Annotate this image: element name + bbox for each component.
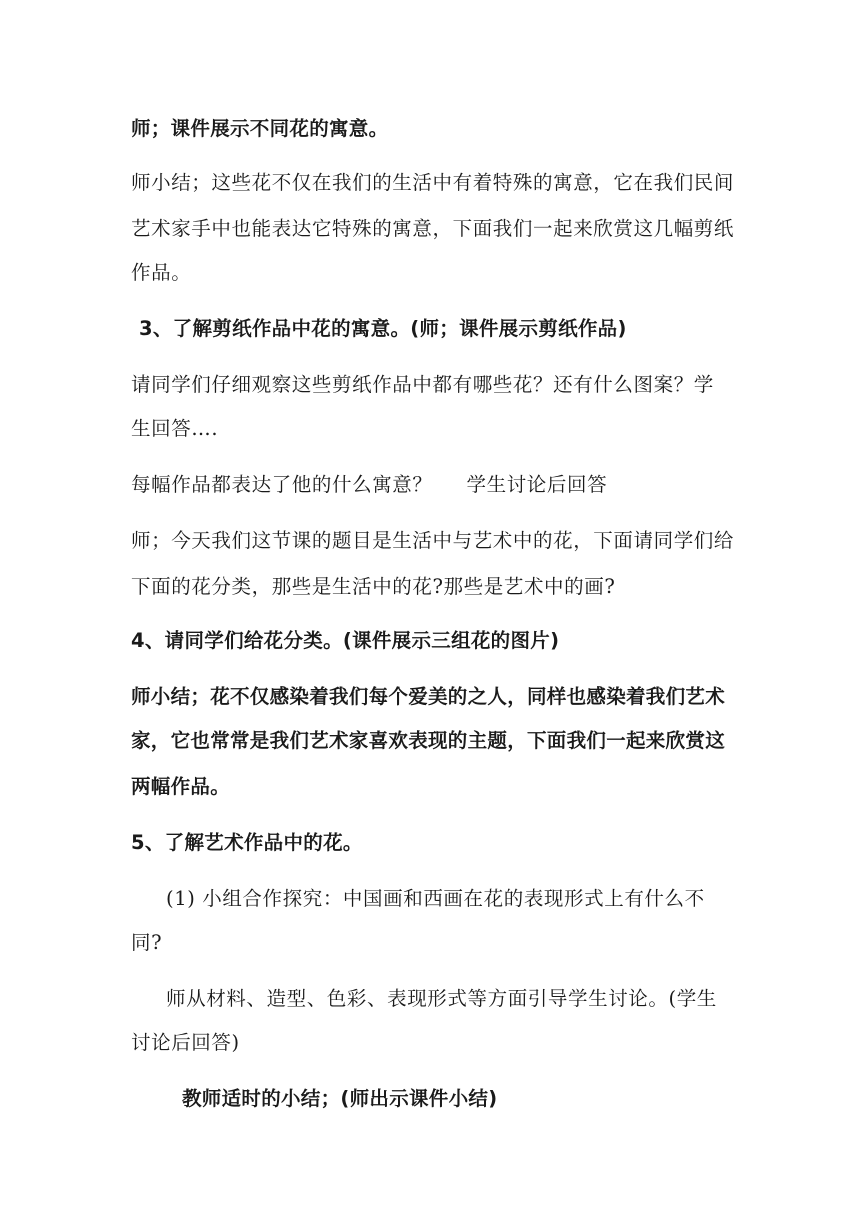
paragraph-guide-discussion-line-1: 师从材料、造型、色彩、表现形式等方面引导学生讨论。(学生 bbox=[166, 987, 717, 1010]
paragraph-teacher-courseware: 师；课件展示不同花的寓意。 bbox=[131, 117, 389, 140]
paragraph-summary-line-2: 艺术家手中也能表达它特殊的寓意，下面我们一起来欣赏这几幅剪纸 bbox=[131, 217, 735, 240]
paragraph-teacher-summary: 教师适时的小结；(师出示课件小结) bbox=[182, 1087, 498, 1110]
paragraph-observe-line-1: 请同学们仔细观察这些剪纸作品中都有哪些花？还有什么图案？学 bbox=[131, 373, 714, 396]
paragraph-meaning-question: 每幅作品都表达了他的什么寓意？ 学生讨论后回答 bbox=[131, 473, 608, 496]
heading-section-5: 5、了解艺术作品中的花。 bbox=[131, 831, 363, 854]
heading-section-4: 4、请同学们给花分类。(课件展示三组花的图片) bbox=[131, 629, 560, 652]
paragraph-bold-summary-line-1: 师小结；花不仅感染着我们每个爱美的之人，同样也感染着我们艺术 bbox=[131, 685, 726, 708]
paragraph-classify-intro-line-2: 下面的花分类，那些是生活中的花?那些是艺术中的画? bbox=[131, 575, 616, 598]
paragraph-group-inquiry-line-2: 同? bbox=[131, 931, 163, 954]
paragraph-guide-discussion-line-2: 讨论后回答) bbox=[131, 1031, 240, 1054]
paragraph-bold-summary-line-3: 两幅作品。 bbox=[131, 775, 231, 798]
paragraph-summary-line-3: 作品。 bbox=[131, 261, 192, 284]
paragraph-observe-line-2: 生回答…. bbox=[131, 417, 219, 440]
paragraph-summary-line-1: 师小结；这些花不仅在我们的生活中有着特殊的寓意，它在我们民间 bbox=[131, 171, 735, 194]
paragraph-bold-summary-line-2: 家，它也常常是我们艺术家喜欢表现的主题，下面我们一起来欣赏这 bbox=[131, 729, 726, 752]
paragraph-group-inquiry-line-1: (1) 小组合作探究：中国画和西画在花的表现形式上有什么不 bbox=[166, 887, 705, 910]
heading-section-3: 3、了解剪纸作品中花的寓意。(师；课件展示剪纸作品) bbox=[139, 317, 627, 340]
paragraph-classify-intro-line-1: 师；今天我们这节课的题目是生活中与艺术中的花，下面请同学们给 bbox=[131, 529, 735, 552]
